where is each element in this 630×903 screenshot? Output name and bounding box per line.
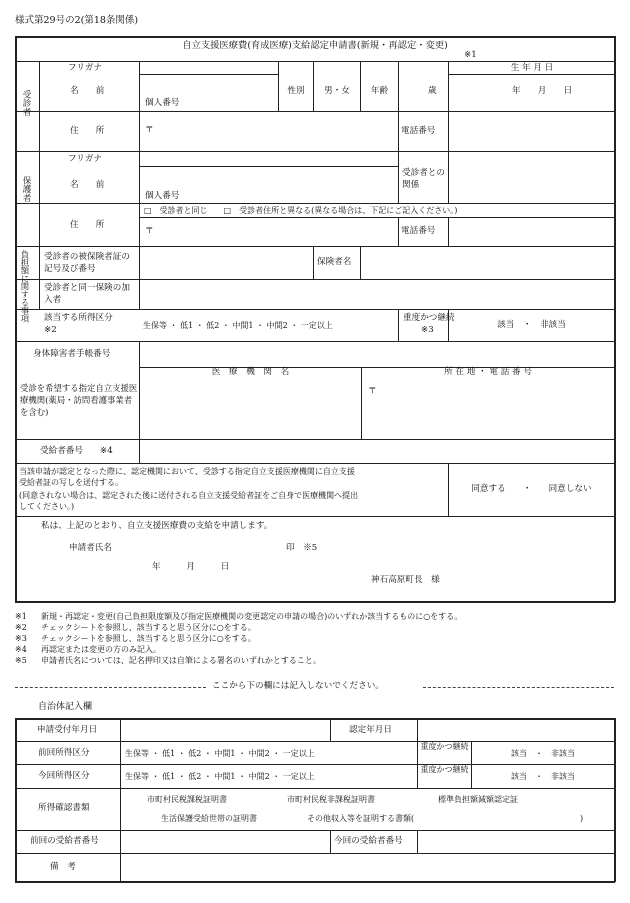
note-2-text: チェックシートを参照し、該当すると思う区分に○をする。 — [41, 623, 256, 632]
note-1-mark: ※1 — [15, 612, 27, 621]
recipient-no-label: 受給者番号 — [40, 446, 83, 456]
same-insurance-input[interactable] — [140, 280, 614, 309]
doc-option-3[interactable]: 標準負担額減額認定証 — [438, 795, 518, 804]
patient-name-label: 名 前 — [70, 86, 105, 96]
recipient-no-note: ※4 — [100, 446, 113, 456]
applicant-label: 申請者氏名 — [69, 543, 112, 553]
note-2-mark: ※2 — [15, 623, 27, 632]
note-5-text: 申請者氏名については、記名押印又は自筆による署名のいずれかとすること。 — [41, 656, 321, 665]
title-note: ※1 — [464, 50, 477, 60]
guardian-postal-mark: 〒 — [145, 226, 154, 236]
same-insurance-label: 受診者と同一保険の加入者 — [44, 283, 130, 305]
prev-recipient-no-label: 前回の受給者番号 — [30, 836, 99, 846]
patient-furigana-input[interactable] — [140, 62, 278, 74]
note-3-mark: ※3 — [15, 634, 27, 643]
form-title: 自立支援医療費(育成医療)支給認定申請書(新規・再認定・変更) — [182, 40, 448, 51]
income-class-options[interactable]: 生保等 ・ 低1 ・ 低2 ・ 中間1 ・ 中間2 ・ 一定以上 — [143, 321, 333, 330]
consent-text-3: (同意されない場合は、認定された後に送付される自立支援受給者証をご自身で医療機関へ提出 — [19, 491, 359, 500]
curr-income-label: 今回所得区分 — [38, 771, 90, 781]
remarks-label: 備 考 — [50, 862, 76, 872]
burden-section-label: 負担額に関する事項 — [20, 250, 30, 322]
declaration-text: 私は、上記のとおり、自立支援医療費の支給を申請します。 — [41, 521, 273, 531]
institution-name-header: 医 療 機 関 名 — [211, 367, 290, 377]
patient-personal-no-label: 個人番号 — [145, 98, 180, 108]
guardian-section-label: 保護者 — [21, 176, 31, 202]
guardian-furigana-input[interactable] — [140, 152, 398, 166]
patient-name-input[interactable] — [140, 75, 278, 111]
income-class-label: 該当する所得区分 — [44, 313, 113, 323]
remarks-input[interactable] — [121, 854, 614, 881]
income-docs-label: 所得確認書類 — [38, 803, 90, 813]
institution-address-input[interactable] — [362, 379, 614, 439]
cut-line-text: ここから下の欄には記入しないでください。 — [212, 681, 384, 691]
prev-income-options[interactable]: 生保等 ・ 低1 ・ 低2 ・ 中間1 ・ 中間2 ・ 一定以上 — [125, 749, 315, 758]
prev-severe-label: 重度かつ継続 — [420, 742, 469, 751]
patient-address-input[interactable] — [140, 112, 398, 151]
age-label: 年齢 — [370, 86, 389, 96]
received-date-input[interactable] — [121, 719, 330, 741]
curr-income-options[interactable]: 生保等 ・ 低1 ・ 低2 ・ 中間1 ・ 中間2 ・ 一定以上 — [125, 772, 315, 781]
institution-address-header: 所 在 地 ・ 電 話 番 号 — [444, 367, 532, 377]
note-3-text: チェックシートを参照し、該当すると思う区分に○をする。 — [41, 634, 256, 643]
guardian-furigana-label: フリガナ — [68, 154, 102, 164]
guardian-personal-no-label: 個人番号 — [145, 191, 180, 201]
patient-phone-input[interactable] — [449, 112, 614, 151]
received-date-label: 申請受付年月日 — [37, 725, 98, 735]
addressee: 神石高原町長 様 — [371, 575, 440, 585]
note-4-mark: ※4 — [15, 645, 27, 654]
doc-option-1[interactable]: 市町村民税課税証明書 — [147, 795, 227, 804]
recipient-no-input[interactable] — [140, 440, 614, 463]
guardian-phone-input[interactable] — [449, 218, 614, 246]
birth-date[interactable]: 年 月 日 — [512, 86, 573, 96]
insurer-input[interactable] — [361, 247, 614, 279]
doc-option-5-close: ) — [580, 814, 584, 823]
consent-text-1: 当該申請が認定となった際に、認定機関において、受診する指定自立支援医療機関に自立支援 — [19, 467, 355, 476]
cut-line-right — [423, 687, 614, 688]
sex-label: 性別 — [287, 86, 305, 96]
applicant-name-input[interactable] — [128, 540, 278, 554]
insured-no-label: 受診者の被保険者証の記号及び番号 — [44, 252, 130, 274]
patient-section-label: 受診者 — [21, 90, 31, 116]
disability-book-input[interactable] — [140, 342, 614, 367]
approved-date-input[interactable] — [418, 719, 614, 741]
sex-options[interactable]: 男・女 — [324, 86, 350, 96]
consent-text-2: 受給者証の写しを送付する。 — [19, 478, 123, 487]
patient-furigana-label: フリガナ — [68, 63, 102, 73]
income-class-note: ※2 — [44, 325, 57, 335]
guardian-relation-input[interactable] — [449, 152, 614, 203]
severe-label: 重度かつ継続 — [403, 313, 455, 323]
guardian-name-label: 名 前 — [70, 180, 105, 190]
insurer-label: 保険者名 — [317, 257, 352, 267]
birth-label: 生 年 月 日 — [510, 63, 554, 73]
curr-severe-label: 重度かつ継続 — [420, 765, 469, 774]
note-1-text: 新規・再認定・変更(自己負担限度額及び指定医療機関の変更認定の申請の場合)のいずれか該当するものに○をする。 — [41, 612, 463, 621]
guardian-address-input[interactable] — [140, 218, 398, 246]
institution-name-input[interactable] — [140, 379, 361, 439]
prev-income-label: 前回所得区分 — [38, 748, 90, 758]
guardian-address-option[interactable]: □ 受診者と同じ □ 受診者住所と異なる(異なる場合は、下記にご記入ください。) — [144, 206, 458, 215]
prev-recipient-no-input[interactable] — [121, 831, 330, 853]
curr-recipient-no-label: 今回の受給者番号 — [334, 836, 403, 846]
guardian-relation-label: 受診者との関係 — [402, 168, 445, 190]
disability-book-label: 身体障害者手帳番号 — [33, 349, 111, 359]
approved-date-label: 認定年月日 — [349, 725, 392, 735]
seal-mark: 印 ※5 — [286, 543, 318, 553]
office-title: 自治体記入欄 — [38, 702, 93, 712]
curr-severe-options[interactable]: 該当 ・ 非該当 — [511, 772, 575, 781]
note-4-text: 再認定または変更の方のみ記入。 — [41, 645, 161, 654]
consent-text-4: してください。) — [19, 502, 75, 511]
guardian-phone-label: 電話番号 — [401, 226, 436, 236]
guardian-address-label: 住 所 — [70, 220, 105, 230]
institution-postal-mark: 〒 — [368, 386, 377, 396]
cut-line-left — [15, 687, 206, 688]
institution-label: 受診を希望する指定自立支援医療機関(薬局・訪問看護事業者を含む) — [20, 383, 138, 417]
patient-phone-label: 電話番号 — [401, 126, 436, 136]
application-date[interactable]: 年 月 日 — [152, 562, 230, 572]
prev-severe-options[interactable]: 該当 ・ 非該当 — [511, 749, 575, 758]
form-number: 様式第29号の2(第18条関係) — [15, 15, 139, 26]
note-5-mark: ※5 — [15, 656, 27, 665]
consent-options[interactable]: 同意する ・ 同意しない — [471, 484, 592, 494]
doc-option-4[interactable]: 生活保護受給世帯の証明書 — [161, 814, 257, 823]
doc-option-5[interactable]: その他収入等を証明する書類( — [307, 814, 415, 823]
curr-recipient-no-input[interactable] — [418, 831, 614, 853]
age-unit: 歳 — [428, 86, 437, 96]
insured-no-input[interactable] — [140, 247, 313, 279]
patient-address-label: 住 所 — [70, 126, 105, 136]
doc-option-2[interactable]: 市町村民税非課税証明書 — [287, 795, 375, 804]
patient-postal-mark: 〒 — [145, 125, 154, 135]
severe-options[interactable]: 該当 ・ 非該当 — [497, 320, 566, 330]
severe-note: ※3 — [421, 325, 434, 335]
guardian-name-input[interactable] — [140, 167, 398, 203]
